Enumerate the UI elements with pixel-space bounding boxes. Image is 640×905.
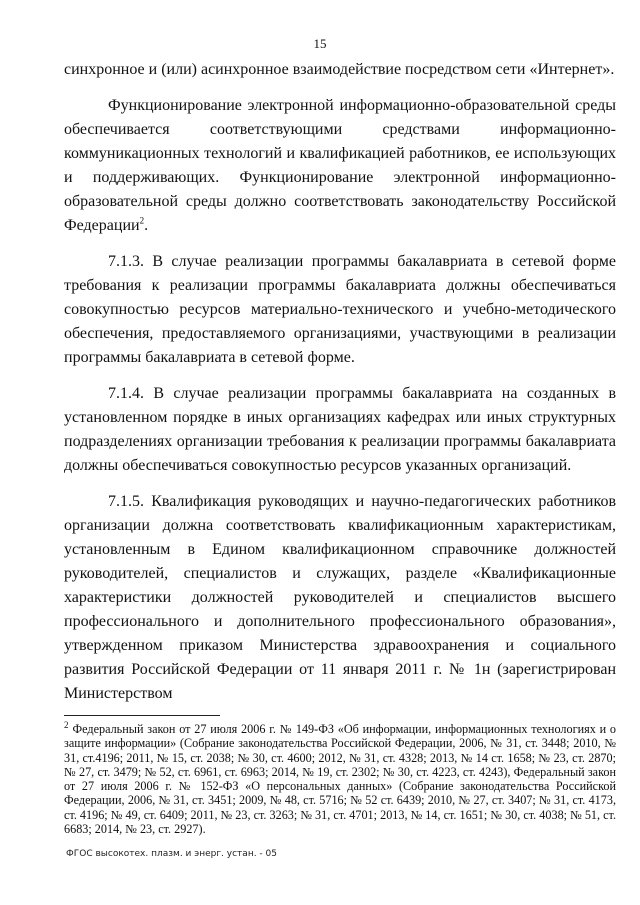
footnote-reference[interactable]: 2 bbox=[139, 215, 145, 226]
footnote-text: Федеральный закон от 27 июля 2006 г. № 149-ФЗ «Об информации, информационных технологиях и о защите информации» (Собрание законодательства Российской Федерации, 2006, № 31, ст. 3448; 2010, № 31, ст.4196; 2011, № 15, ст. 2038; № 30, ст. 4600; 2012, № 31, ст. 4328; 2013, № 14 ст. 1658; № 23, ст. 2870; № 27, ст. 3479; № 52, ст. 6961, ст. 6963; 2014, № 19, ст. 2302; № 30, ст. 4223, ст. 4243), Федеральный закон от 27 июля 2006 г. № 152-ФЗ «О персональных данных» (Собрание законодательства Российской Федерации, 2006, № 31, ст. 3451; 2009, № 48, ст. 5716; № 52 ст. 6439; 2010, № 27, ст. 3407; № 31, ст. 4173, ст. 4196; № 49, ст. 6409; 2011, № 23, ст. 3263; № 31, ст. 4701; 2013, № 14, ст. 1651; № 30, ст. 4038; № 51, ст. 6683; 2014, № 23, ст. 2927). bbox=[64, 722, 616, 837]
footnote bbox=[64, 719, 616, 837]
paragraph-eios bbox=[64, 94, 616, 238]
paragraph-continuation: синхронное и (или) асинхронное взаимодействие посредством сети «Интернет». bbox=[64, 61, 615, 78]
footnote-separator bbox=[64, 715, 220, 716]
footer-code: ФГОС высокотех. плазм. и энерг. устан. - 05 bbox=[66, 849, 277, 859]
paragraph-7-1-5: 7.1.5. Квалификация руководящих и научно-педагогических работников организации должна соответствовать квалификационным характеристикам, установленным в Едином квалификационном справочнике должностей руководителей, специалистов и служащих, разделе «Квалификационные характеристики должностей руководителей и специалистов высшего профессионального и дополнительного профессионального образования», утвержденном приказом Министерства здравоохранения и социального развития Российской Федерации от 11 января 2011 г. № 1н (зарегистрирован Министерством bbox=[64, 493, 616, 702]
main-text bbox=[64, 58, 616, 706]
paragraph-7-1-4: 7.1.4. В случае реализации программы бакалавриата на созданных в установленном порядке в иных организациях кафедрах или иных структурных подразделениях организации требования к реализации программы бакалавриата должны обеспечиваться совокупностью ресурсов указанных организаций. bbox=[64, 385, 616, 474]
footnote-mark: 2 bbox=[64, 719, 69, 730]
paragraph-eios-text: Функционирование электронной информационно-образовательной среды обеспечивается соответствующими средствами информационно-коммуникационных технологий и квалификацией работников, ее использующих и поддерживающих. Функционирование электронной информационно-образовательной среды должно соответствовать законодательству Российской Федерации bbox=[64, 97, 616, 234]
paragraph-eios-end: . bbox=[144, 217, 149, 234]
page-number: 15 bbox=[313, 36, 327, 51]
paragraph-7-1-3: 7.1.3. В случае реализации программы бакалавриата в сетевой форме требования к реализации программы бакалавриата должны обеспечиваться совокупностью ресурсов материально-технического и учебно-методического обеспечения, предоставляемого организациями, участвующими в реализации программы бакалавриата в сетевой форме. bbox=[64, 253, 616, 366]
